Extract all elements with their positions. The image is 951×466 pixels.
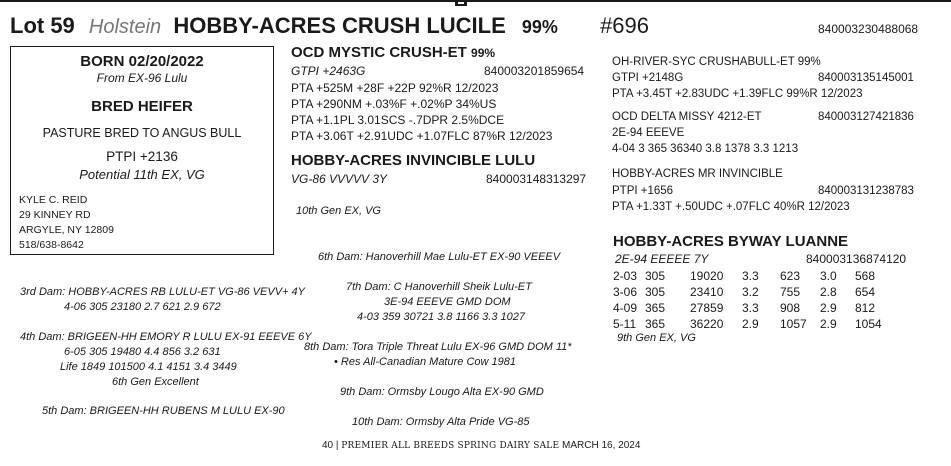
sire-pta-line: PTA +3.06T +2.91UDC +1.07FLC 87%R 12/2023 — [291, 129, 553, 143]
sires-dam-classification: 2E-94 EEEVE — [612, 127, 685, 139]
sire-name: OCD MYSTIC CRUSH-ET 99% — [291, 44, 496, 61]
lactation-row: 3-06 305 23410 3.2 755 2.8 654 — [613, 285, 876, 299]
dams-sire-registration: 840003131238783 — [818, 185, 914, 197]
lot-number: Lot 59 — [10, 13, 75, 38]
fourth-dam-record: 6-05 305 19480 4.4 856 3.2 631 — [64, 346, 221, 358]
sires-dam-registration: 840003127421836 — [818, 111, 914, 123]
animal-info-box — [10, 46, 274, 255]
third-dam: 3rd Dam: HOBBY-ACRES RB LULU-ET VG-86 VEVV+ 4Y — [20, 286, 305, 298]
dams-sire-pta: PTA +1.33T +.50UDC +.07FLC 40%R 12/2023 — [612, 201, 850, 213]
birth-date: BORN 02/20/2022 — [80, 53, 204, 70]
dams-dam-name: HOBBY-ACRES BYWAY LUANNE — [613, 233, 849, 250]
dam-classification: VG-86 VVVVV 3Y — [291, 172, 388, 186]
sires-sire-registration: 840003135145001 — [818, 72, 914, 84]
lactation-row: 2-03 305 19020 3.3 623 3.0 568 — [613, 269, 876, 283]
sixth-dam: 6th Dam: Hanoverhill Mae Lulu-ET EX-90 VEEEV — [318, 251, 561, 263]
dam-registration: 840003148313297 — [486, 172, 587, 186]
seventh-dam-record: 4-03 359 30721 3.8 1166 3.3 1027 — [357, 311, 526, 323]
seventh-dam-classification: 3E-94 EEEVE GMD DOM — [384, 296, 511, 308]
sale-name: PREMIER ALL BREEDS SPRING DAIRY SALE — [341, 441, 560, 451]
dams-dam-generations: 9th Gen EX, VG — [617, 332, 696, 344]
dam-generations: 10th Gen EX, VG — [296, 205, 381, 217]
fourth-dam: 4th Dam: BRIGEEN-HH EMORY R LULU EX-91 EEEVE 6Y — [20, 331, 312, 343]
lactation-row: 5-11 365 36220 2.9 1057 2.9 1054 — [613, 317, 882, 331]
lactation-row: 4-09 365 27859 3.3 908 2.9 812 — [613, 301, 876, 315]
ninth-dam: 9th Dam: Ormsby Lougo Alta EX-90 GMD — [340, 386, 544, 398]
animal-percent: 99% — [521, 17, 558, 37]
animal-registration: 840003230488068 — [818, 22, 919, 36]
eighth-dam-honor: • Res All-Canadian Mature Cow 1981 — [334, 356, 516, 368]
tenth-dam: 10th Dam: Ormsby Alta Pride VG-85 — [352, 416, 530, 428]
top-rule — [0, 0, 951, 2]
page-number: 40 — [322, 440, 334, 451]
sale-date: MARCH 16, 2024 — [562, 440, 641, 451]
owner-phone: 518/638-8642 — [19, 239, 84, 251]
lactation-records — [613, 268, 882, 332]
sires-sire-name: OH-RIVER-SYC CRUSHABULL-ET 99% — [612, 56, 821, 68]
third-dam-record: 4-06 305 23180 2.7 621 2.9 672 — [64, 301, 221, 313]
sires-dam-name: OCD DELTA MISSY 4212-ET — [612, 111, 762, 123]
footer-separator: | — [335, 440, 339, 451]
tag-number: #696 — [600, 13, 650, 38]
ptpi: PTPI +2136 — [106, 149, 178, 164]
sires-dam-record: 4-04 3 365 36340 3.8 1378 3.3 1213 — [612, 143, 799, 155]
sires-sire-pta: PTA +3.45T +2.83UDC +1.39FLC 99%R 12/2023 — [612, 88, 863, 100]
sire-registration: 840003201859654 — [484, 64, 585, 78]
seventh-dam: 7th Dam: C Hanoverhill Sheik Lulu-ET — [346, 281, 532, 293]
eighth-dam: 8th Dam: Tora Triple Threat Lulu EX-96 GMD DOM 11* — [304, 341, 572, 353]
breed: Holstein — [88, 16, 162, 38]
page-footer — [322, 440, 640, 451]
sires-sire-gtpi: GTPI +2148G — [612, 72, 684, 84]
sire-gtpi: GTPI +2463G — [291, 64, 366, 78]
bred-status: BRED HEIFER — [91, 98, 193, 115]
animal-name: HOBBY-ACRES CRUSH LUCILE — [173, 13, 506, 38]
dams-dam-classification: 2E-94 EEEEE 7Y — [615, 252, 709, 266]
lot-header — [10, 13, 649, 39]
fourth-dam-lifetime: Life 1849 101500 4.1 4151 3.4 3449 — [60, 361, 237, 373]
dam-name: HOBBY-ACRES INVINCIBLE LULU — [291, 152, 536, 169]
dams-dam-registration: 840003136874120 — [806, 252, 907, 266]
pasture-note: PASTURE BRED TO ANGUS BULL — [42, 126, 242, 140]
owner-street: 29 KINNEY RD — [19, 209, 91, 221]
owner-name: KYLE C. REID — [19, 194, 88, 206]
sire-pta-line: PTA +525M +28F +22P 92%R 12/2023 — [291, 81, 499, 95]
page-ornament — [455, 0, 467, 6]
dams-sire-ptpi: PTPI +1656 — [612, 185, 674, 197]
sire-pta-line: PTA +1.1PL 3.01SCS -.7DPR 2.5%DCE — [291, 113, 505, 127]
fifth-dam: 5th Dam: BRIGEEN-HH RUBENS M LULU EX-90 — [42, 405, 285, 417]
sire-pta-line: PTA +290NM +.03%F +.02%P 34%US — [291, 97, 497, 111]
dams-sire-name: HOBBY-ACRES MR INVINCIBLE — [612, 168, 783, 180]
from-note: From EX-96 Lulu — [96, 71, 188, 85]
potential: Potential 11th EX, VG — [79, 167, 205, 182]
owner-city: ARGYLE, NY 12809 — [19, 224, 114, 236]
fourth-dam-generations: 6th Gen Excellent — [112, 376, 199, 388]
